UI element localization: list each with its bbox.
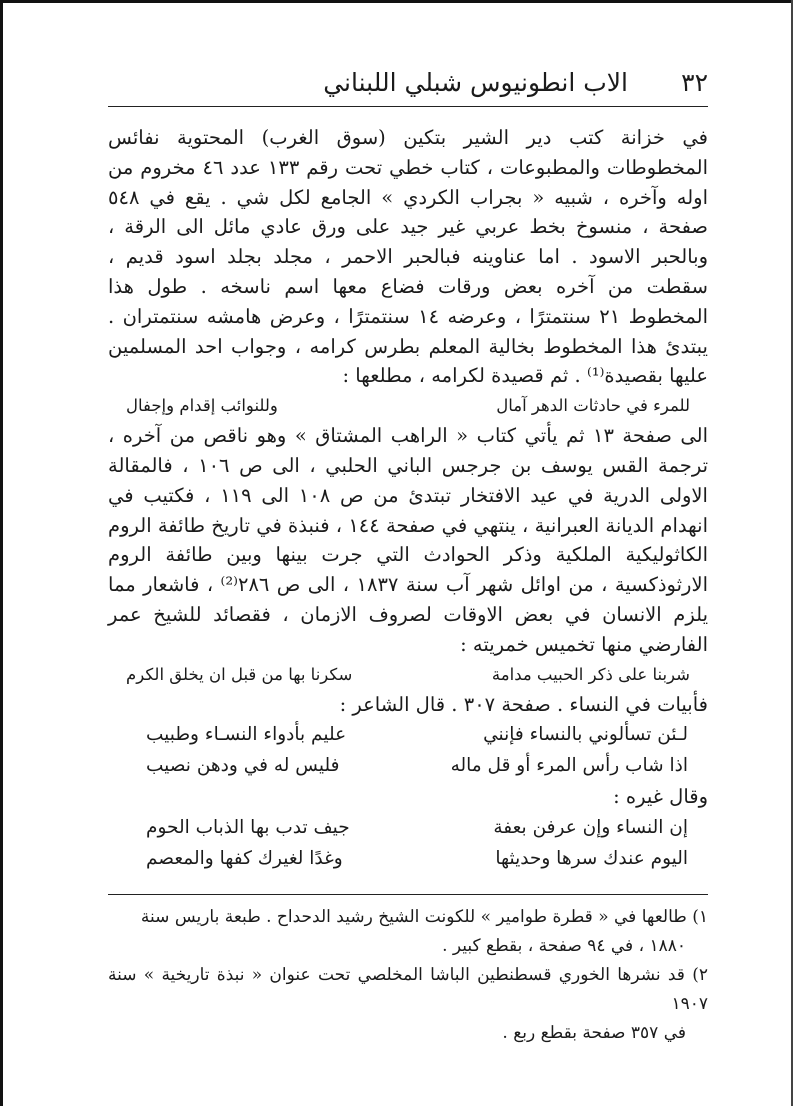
page-number: ٣٢ — [681, 68, 708, 97]
paragraph-manuscript-description: في خزانة كتب دير الشير بتكين (سوق الغرب) المحتوية نفائس المخطوطات والمطبوعات ، كتاب خطي تحت رقم ١٣٣ عدد ٤٦ مخروم من اوله وآخره ، شبيه « بجراب الكردي » الجامع لكل شي . يقع في ٥٤٨ صفحة ، منسوخ بخط عربي غير جيد على ورق عادي مائل الى الرقة ، وبالحبر الاسود . اما عناوينه فبالحبر الاحمر ، مجلد بجلد اسود قديم ، سقطت من آخره بعض ورقات فضاع معها اسم ناسخه . طول هذا المخطوط ٢١ سنتمترًا ، وعرضه ١٤ سنتمترًا ، وعرض هامشه سنتمتران . يبتدئ هذا المخطوط بخالية المعلم بطرس كرامه ، وجواب احد المسلمين عليها بقصيدة⁽¹⁾ . ثم قصيدة لكرامه ، مطلعها : — [108, 126, 708, 388]
footnote-2-line-1: ٢) قد نشرها الخوري قسطنطين الباشا المخلصي تحت عنوان « نبذة تاريخية » سنة ١٩٠٧ — [108, 965, 708, 1015]
running-title: الاب انطونيوس شبلي اللبناني — [323, 68, 628, 97]
main-text — [108, 123, 708, 874]
verse-line — [108, 843, 708, 874]
footnote-1-line-1: ١) طالعها في « قطرة طوامير » للكونت الشيخ رشيد الدحداح . طبعة باريس سنة — [140, 907, 708, 928]
poet-label: وقال غيره : — [613, 785, 708, 809]
verse-second-hemistich: عليم بأدواء النسـاء وطبيب — [146, 724, 347, 746]
paragraph-contents: الى صفحة ١٣ ثم يأتي كتاب « الراهب المشتاق » وهو ناقص من آخره ، ترجمة القس يوسف بن جرجس الباني الحلبي ، الى ص ١٠٦ ، فالمقالة الاولى الدرية في عيد الافتخار تبتدئ من ص ١٠٨ الى ١١٩ ، فكتيب في انهدام الديانة العبرانية ، ينتهي في صفحة ١٤٤ ، فنبذة في تاريخ طائفة الروم الكاثوليكية الملكية وذكر الحوادث التي جرت بينها وبين طائفة الروم الارثوذكسية ، من اوائل شهر آب سنة ١٨٣٧ ، الى ص ٢٨٦⁽²⁾ ، فاشعار مما يلزم الانسان في بعض الاوقات لصروف الازمان ، فقصائد للشيخ عمر الفارضي منها تخميس خمريته : — [108, 424, 709, 656]
paragraph-women-verses: فأبيات في النساء . صفحة ٣٠٧ . قال الشاعر : — [339, 692, 708, 716]
verse-line — [108, 719, 708, 750]
verse-first-hemistich: اذا شاب رأس المرء أو قل ماله — [450, 755, 688, 777]
verse-line — [108, 812, 708, 843]
scan-edge-left — [0, 0, 3, 1106]
verse-second-hemistich: وغدًا لغيرك كفها والمعصم — [146, 848, 343, 870]
verse-line — [108, 391, 708, 421]
book-page — [108, 60, 708, 1048]
running-header — [108, 60, 708, 107]
verse-first-hemistich: للمرء في حادثات الدهر آمال — [496, 396, 690, 416]
verse-line — [108, 660, 708, 690]
verse-second-hemistich: سكرنا بها من قبل ان يخلق الكرم — [126, 664, 353, 684]
verse-second-hemistich: جيف تدب بها الذباب الحوم — [146, 817, 350, 839]
verse-first-hemistich: اليوم عندك سرها وحديثها — [495, 848, 688, 870]
verse-second-hemistich: وللنوائب إقدام وإجفال — [126, 396, 278, 416]
footnote-separator — [108, 894, 708, 895]
verse-line — [108, 750, 708, 781]
footnote-1-line-2: ١٨٨٠ ، في ٩٤ صفحة ، بقطع كبير . — [442, 936, 686, 957]
scan-edge-top — [0, 0, 793, 3]
verse-first-hemistich: شربنا على ذكر الحبيب مدامة — [491, 664, 690, 684]
footnotes — [108, 903, 708, 1048]
footnote-2-line-2: في ٣٥٧ صفحة بقطع ربع . — [502, 1023, 686, 1044]
verse-second-hemistich: فليس له في ودهن نصيب — [146, 755, 340, 777]
verse-first-hemistich: لـئن تسألوني بالنساء فإنني — [483, 724, 688, 746]
verse-first-hemistich: إن النساء وإن عرفن بعفة — [493, 817, 688, 839]
